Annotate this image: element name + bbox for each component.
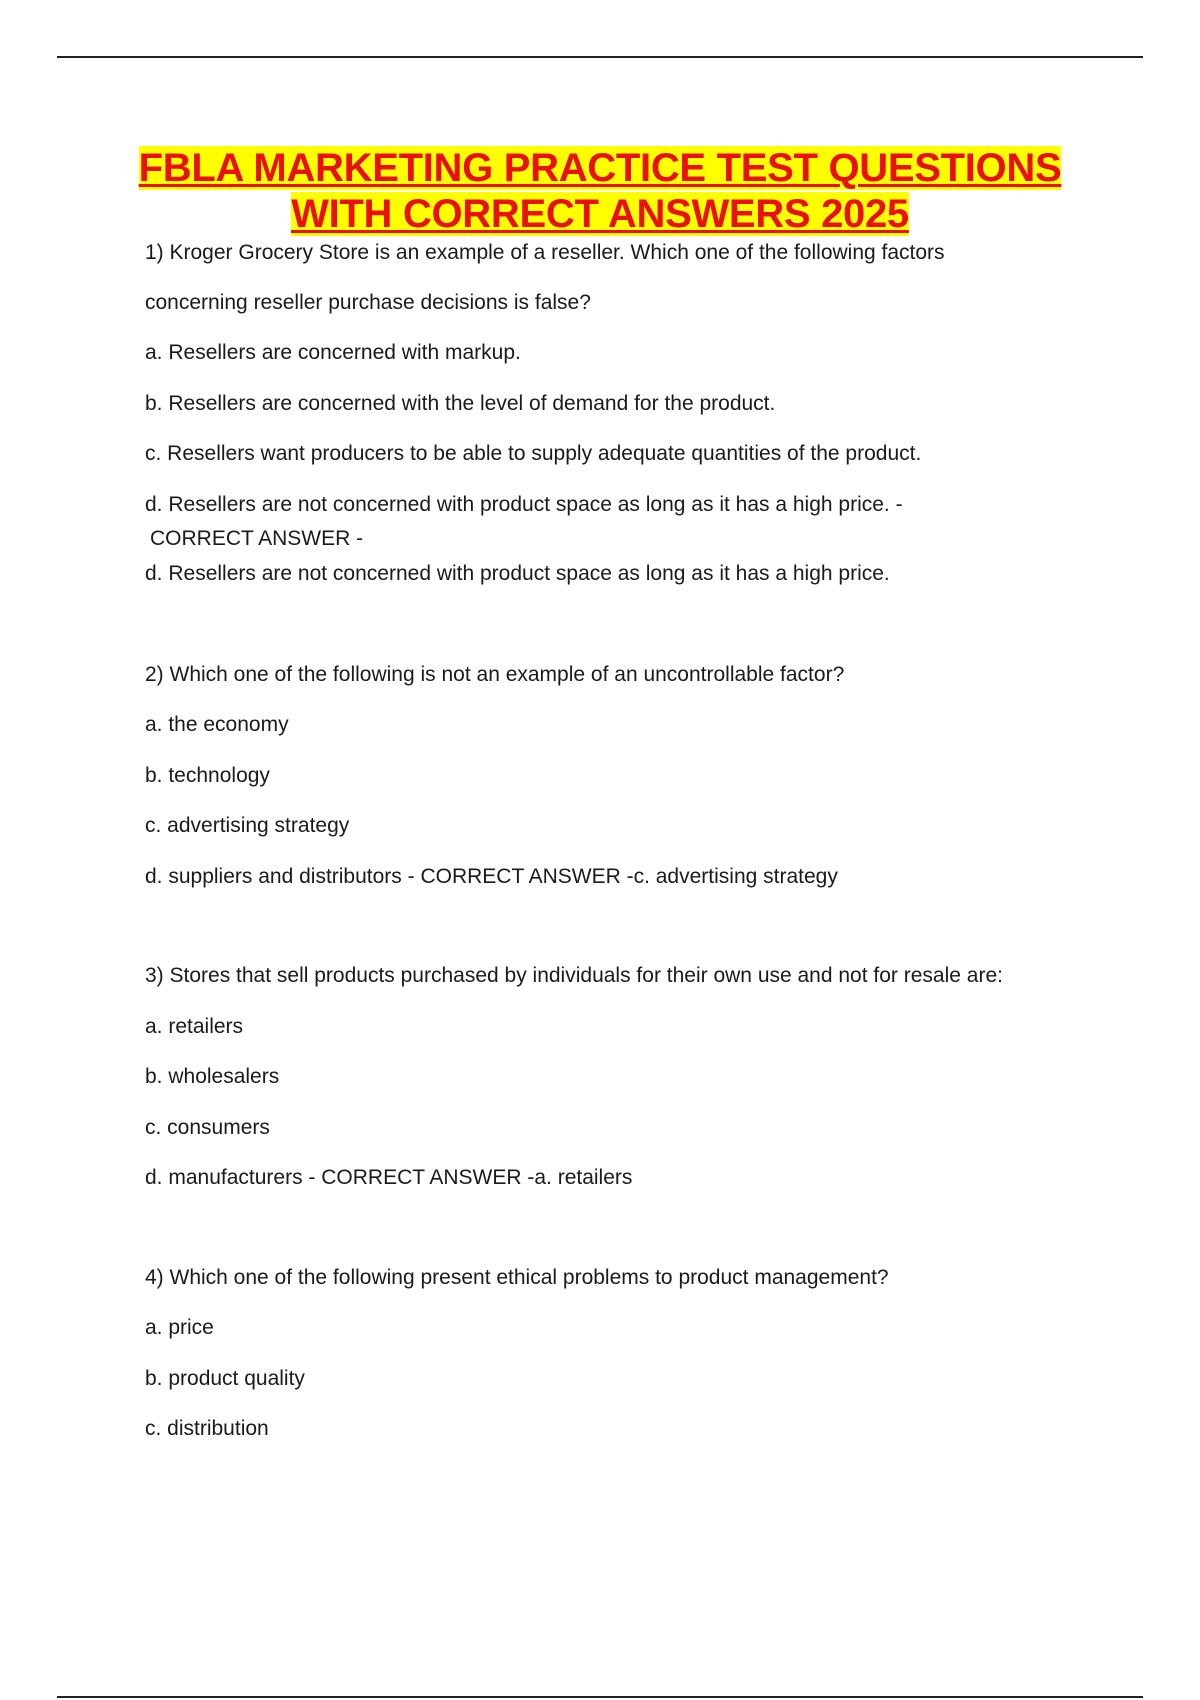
question-1-stem-cont: concerning reseller purchase decisions is false? [145,291,591,314]
question-3-option-d: d. manufacturers - CORRECT ANSWER -a. retailers [145,1166,633,1189]
question-2-stem: 2) Which one of the following is not an example of an uncontrollable factor? [145,663,845,686]
question-1-option-d: d. Resellers are not concerned with product space as long as it has a high price. - [145,493,903,516]
question-1-option-a: a. Resellers are concerned with markup. [145,341,521,364]
question-1-option-c: c. Resellers want producers to be able to supply adequate quantities of the product. [145,442,922,465]
question-4-option-a: a. price [145,1316,214,1339]
question-3-option-a: a. retailers [145,1015,244,1038]
question-2-option-a: a. the economy [145,713,289,736]
question-2-option-c: c. advertising strategy [145,814,350,837]
question-1-answer-label: CORRECT ANSWER - [150,527,364,550]
question-3-option-b: b. wholesalers [145,1065,280,1088]
question-1-answer: d. Resellers are not concerned with product space as long as it has a high price. [145,562,890,585]
question-4-option-c: c. distribution [145,1417,269,1440]
title-line-1: FBLA MARKETING PRACTICE TEST QUESTIONS [138,146,1062,190]
title-line-2: WITH CORRECT ANSWERS 2025 [291,192,909,236]
question-3-option-c: c. consumers [145,1116,270,1139]
header-rule [57,56,1143,58]
question-1-option-b: b. Resellers are concerned with the level of demand for the product. [145,392,776,415]
question-2-option-d: d. suppliers and distributors - CORRECT ANSWER -c. advertising strategy [145,865,838,888]
question-3-stem: 3) Stores that sell products purchased by individuals for their own use and not for resale are: [145,964,1003,987]
question-4-stem: 4) Which one of the following present ethical problems to product management? [145,1266,889,1289]
document-title [100,145,1100,237]
question-1-stem: 1) Kroger Grocery Store is an example of a reseller. Which one of the following factors [145,241,945,264]
footer-rule [57,1696,1143,1698]
question-2-option-b: b. technology [145,764,270,787]
question-4-option-b: b. product quality [145,1367,305,1390]
